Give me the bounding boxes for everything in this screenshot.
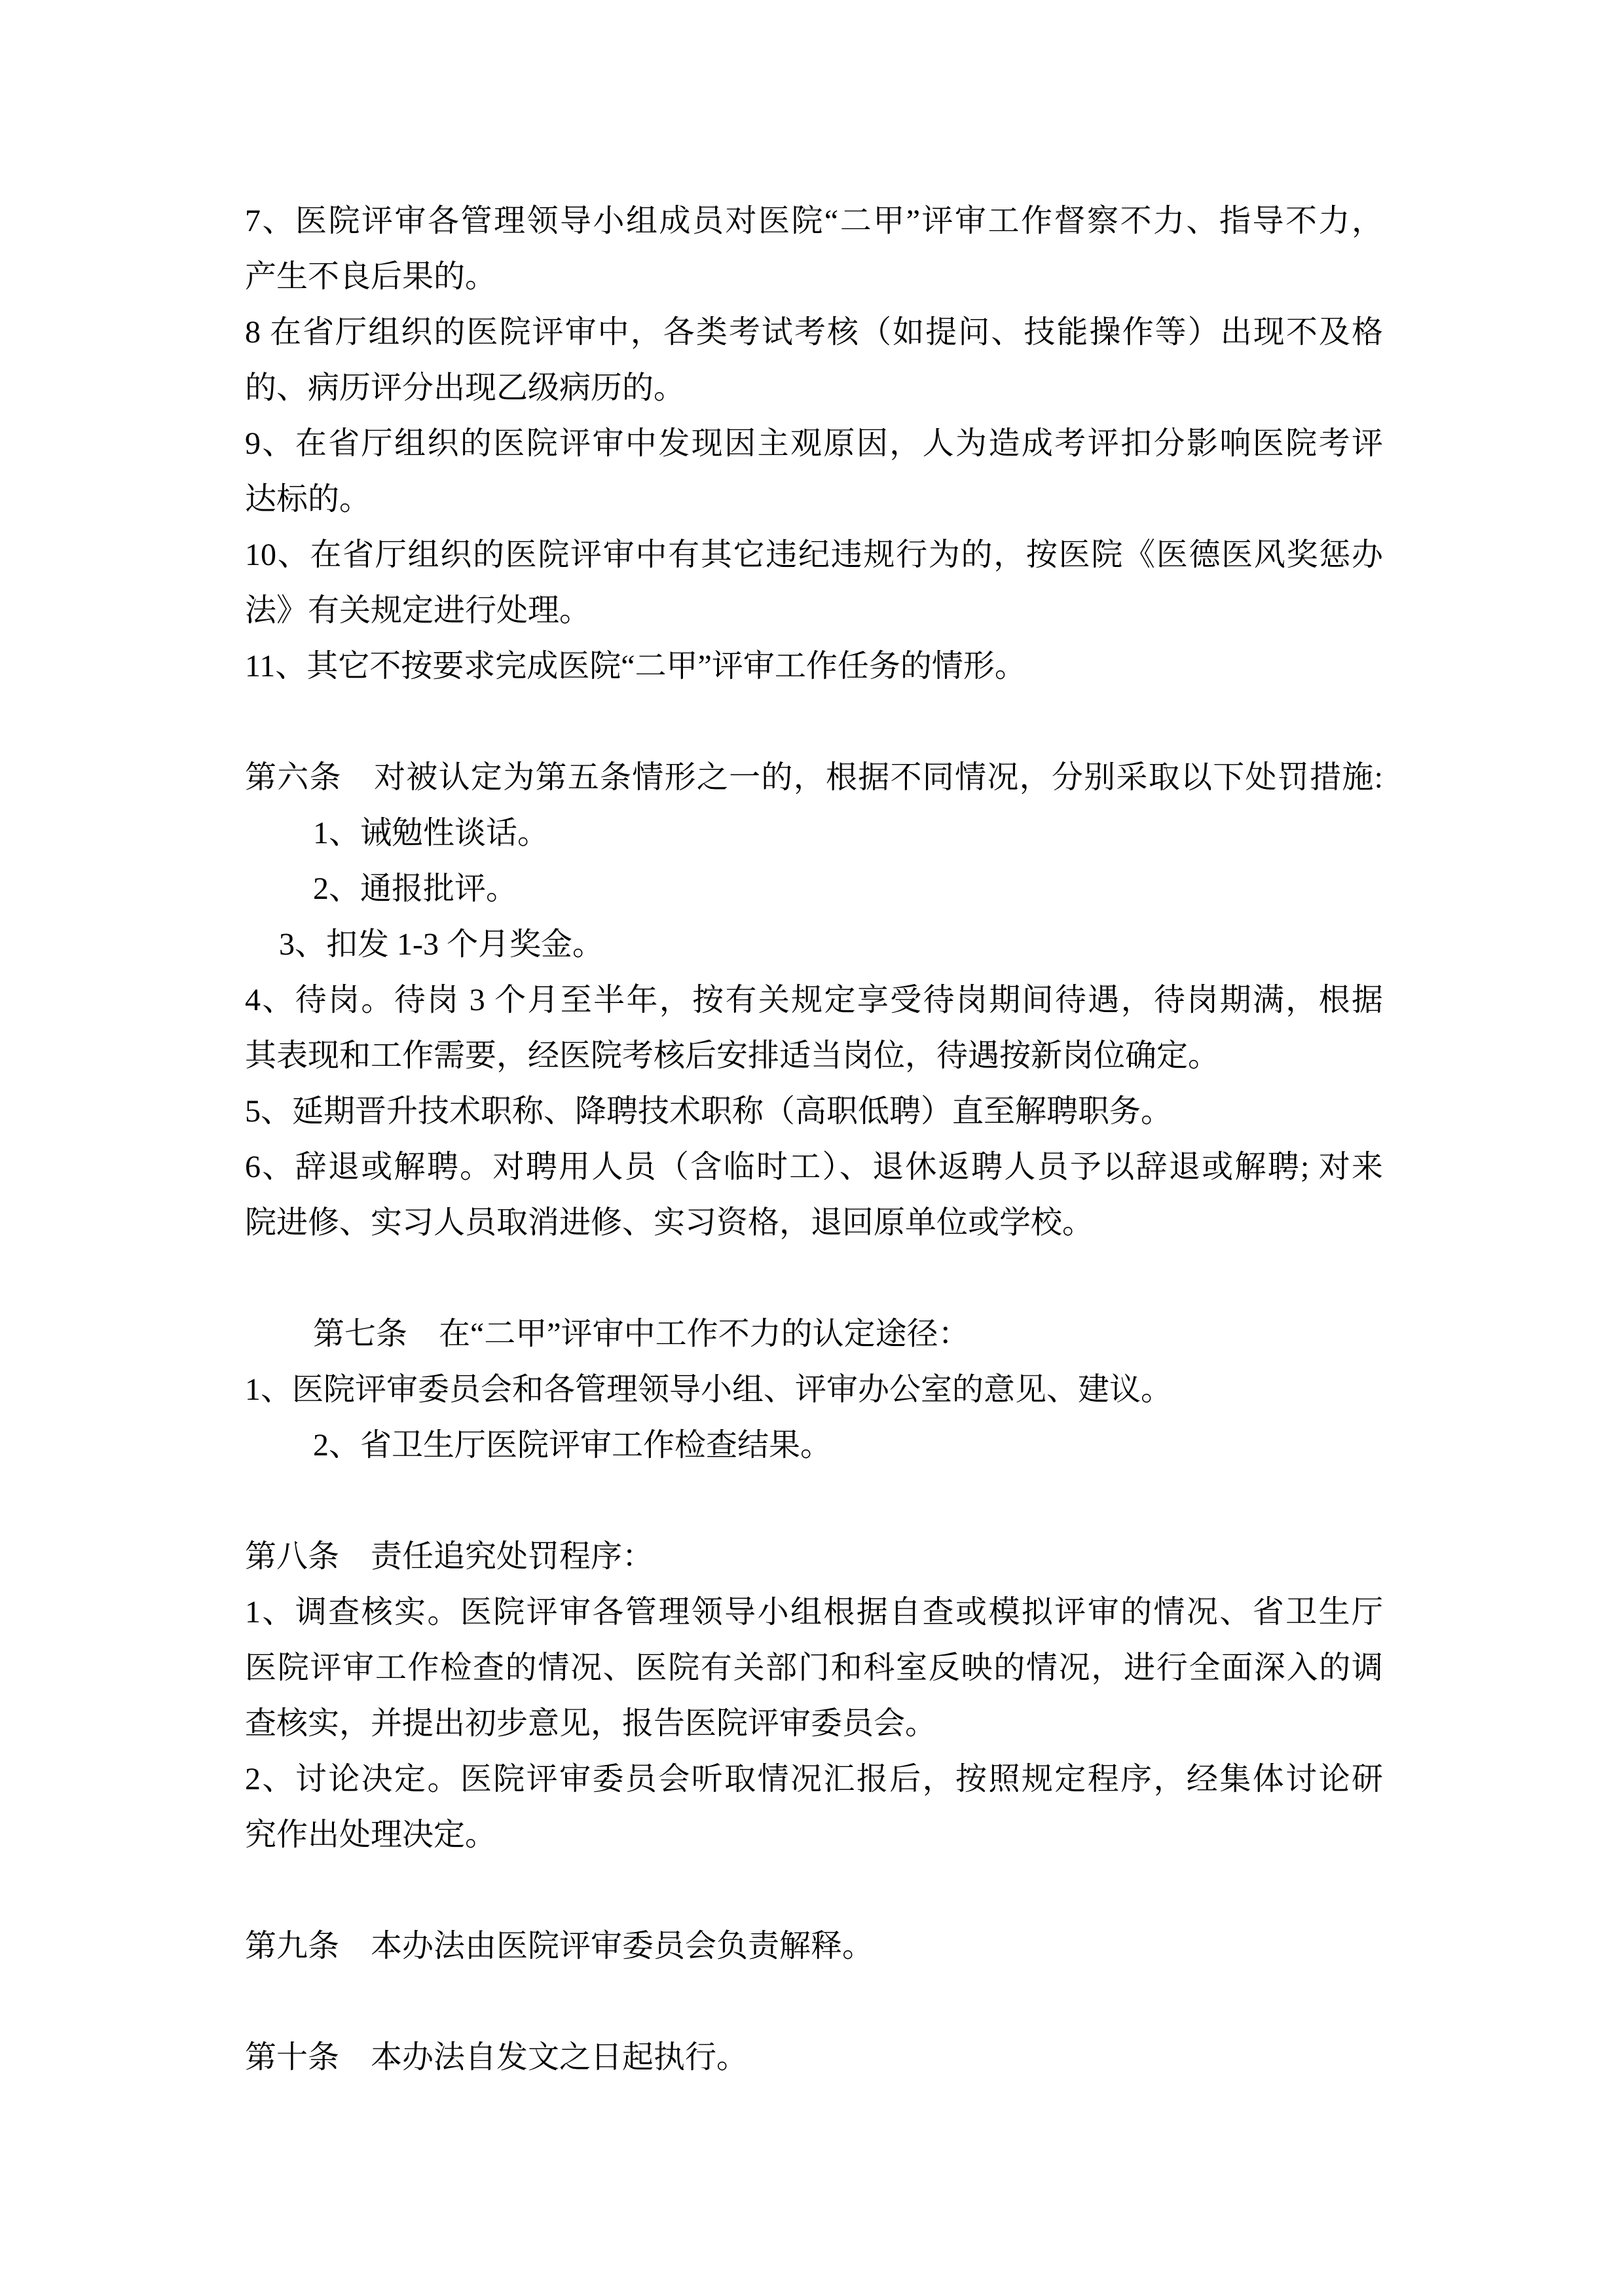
document-line: 的、病历评分出现乙级病历的。 xyxy=(245,371,686,405)
document-line: 法》有关规定进行处理。 xyxy=(245,593,591,628)
blank-line xyxy=(245,1473,1383,1529)
document-line: 8 在省厅组织的医院评审中，各类考试考核（如提问、技能操作等）出现不及格 xyxy=(245,315,1383,350)
blank-line xyxy=(245,1974,1383,2030)
document-line-article-6: 第六条 对被认定为第五条情形之一的，根据不同情况，分别采取以下处罚措施: xyxy=(245,760,1383,795)
document-line: 4、待岗。待岗 3 个月至半年，按有关规定享受待岗期间待遇，待岗期满，根据 xyxy=(245,983,1383,1017)
document-line: 1、调查核实。医院评审各管理领导小组根据自查或模拟评审的情况、省卫生厅 xyxy=(245,1595,1383,1630)
document-line: 2、通报批评。 xyxy=(313,871,518,906)
document-line-article-8: 第八条 责任追究处罚程序： xyxy=(245,1539,654,1574)
document-line: 究作出处理决定。 xyxy=(245,1817,497,1852)
document-line: 6、辞退或解聘。对聘用人员（含临时工）、退休返聘人员予以辞退或解聘; 对来 xyxy=(245,1150,1383,1184)
document-line-article-7: 第七条 在“二甲”评审中工作不力的认定途径： xyxy=(313,1317,970,1351)
blank-line xyxy=(245,1250,1383,1306)
document-line: 11、其它不按要求完成医院“二甲”评审工作任务的情形。 xyxy=(245,649,1026,683)
blank-line xyxy=(245,1863,1383,1918)
document-line-article-10: 第十条 本办法自发文之日起执行。 xyxy=(245,2040,748,2075)
document-line: 其表现和工作需要，经医院考核后安排适当岗位，待遇按新岗位确定。 xyxy=(245,1038,1220,1073)
document-line: 5、延期晋升技术职称、降聘技术职称（高职低聘）直至解聘职务。 xyxy=(245,1094,1173,1129)
document-line: 2、讨论决定。医院评审委员会听取情况汇报后，按照规定程序，经集体讨论研 xyxy=(245,1762,1383,1796)
document-line: 1、医院评审委员会和各管理领导小组、评审办公室的意见、建议。 xyxy=(245,1372,1173,1407)
document-line: 9、在省厅组织的医院评审中发现因主观原因，人为造成考评扣分影响医院考评 xyxy=(245,426,1383,461)
document-line: 7、医院评审各管理领导小组成员对医院“二甲”评审工作督察不力、指导不力， xyxy=(245,204,1383,238)
document-line: 1、诫勉性谈话。 xyxy=(313,816,549,850)
document-line: 2、省卫生厅医院评审工作检查结果。 xyxy=(313,1428,832,1463)
blank-line xyxy=(245,694,1383,750)
document-line: 达标的。 xyxy=(245,482,371,517)
document-line-article-9: 第九条 本办法由医院评审委员会负责解释。 xyxy=(245,1929,874,1963)
document-line: 10、在省厅组织的医院评审中有其它违纪违规行为的，按医院《医德医风奖惩办 xyxy=(245,538,1383,572)
document-line: 查核实，并提出初步意见，报告医院评审委员会。 xyxy=(245,1706,937,1741)
document-line: 医院评审工作检查的情况、医院有关部门和科室反映的情况，进行全面深入的调 xyxy=(245,1650,1383,1685)
document-line: 院进修、实习人员取消进修、实习资格，退回原单位或学校。 xyxy=(245,1205,1094,1240)
document-line: 3、扣发 1-3 个月奖金。 xyxy=(279,927,604,962)
document-line: 产生不良后果的。 xyxy=(245,259,497,294)
document-body xyxy=(245,193,1383,2085)
